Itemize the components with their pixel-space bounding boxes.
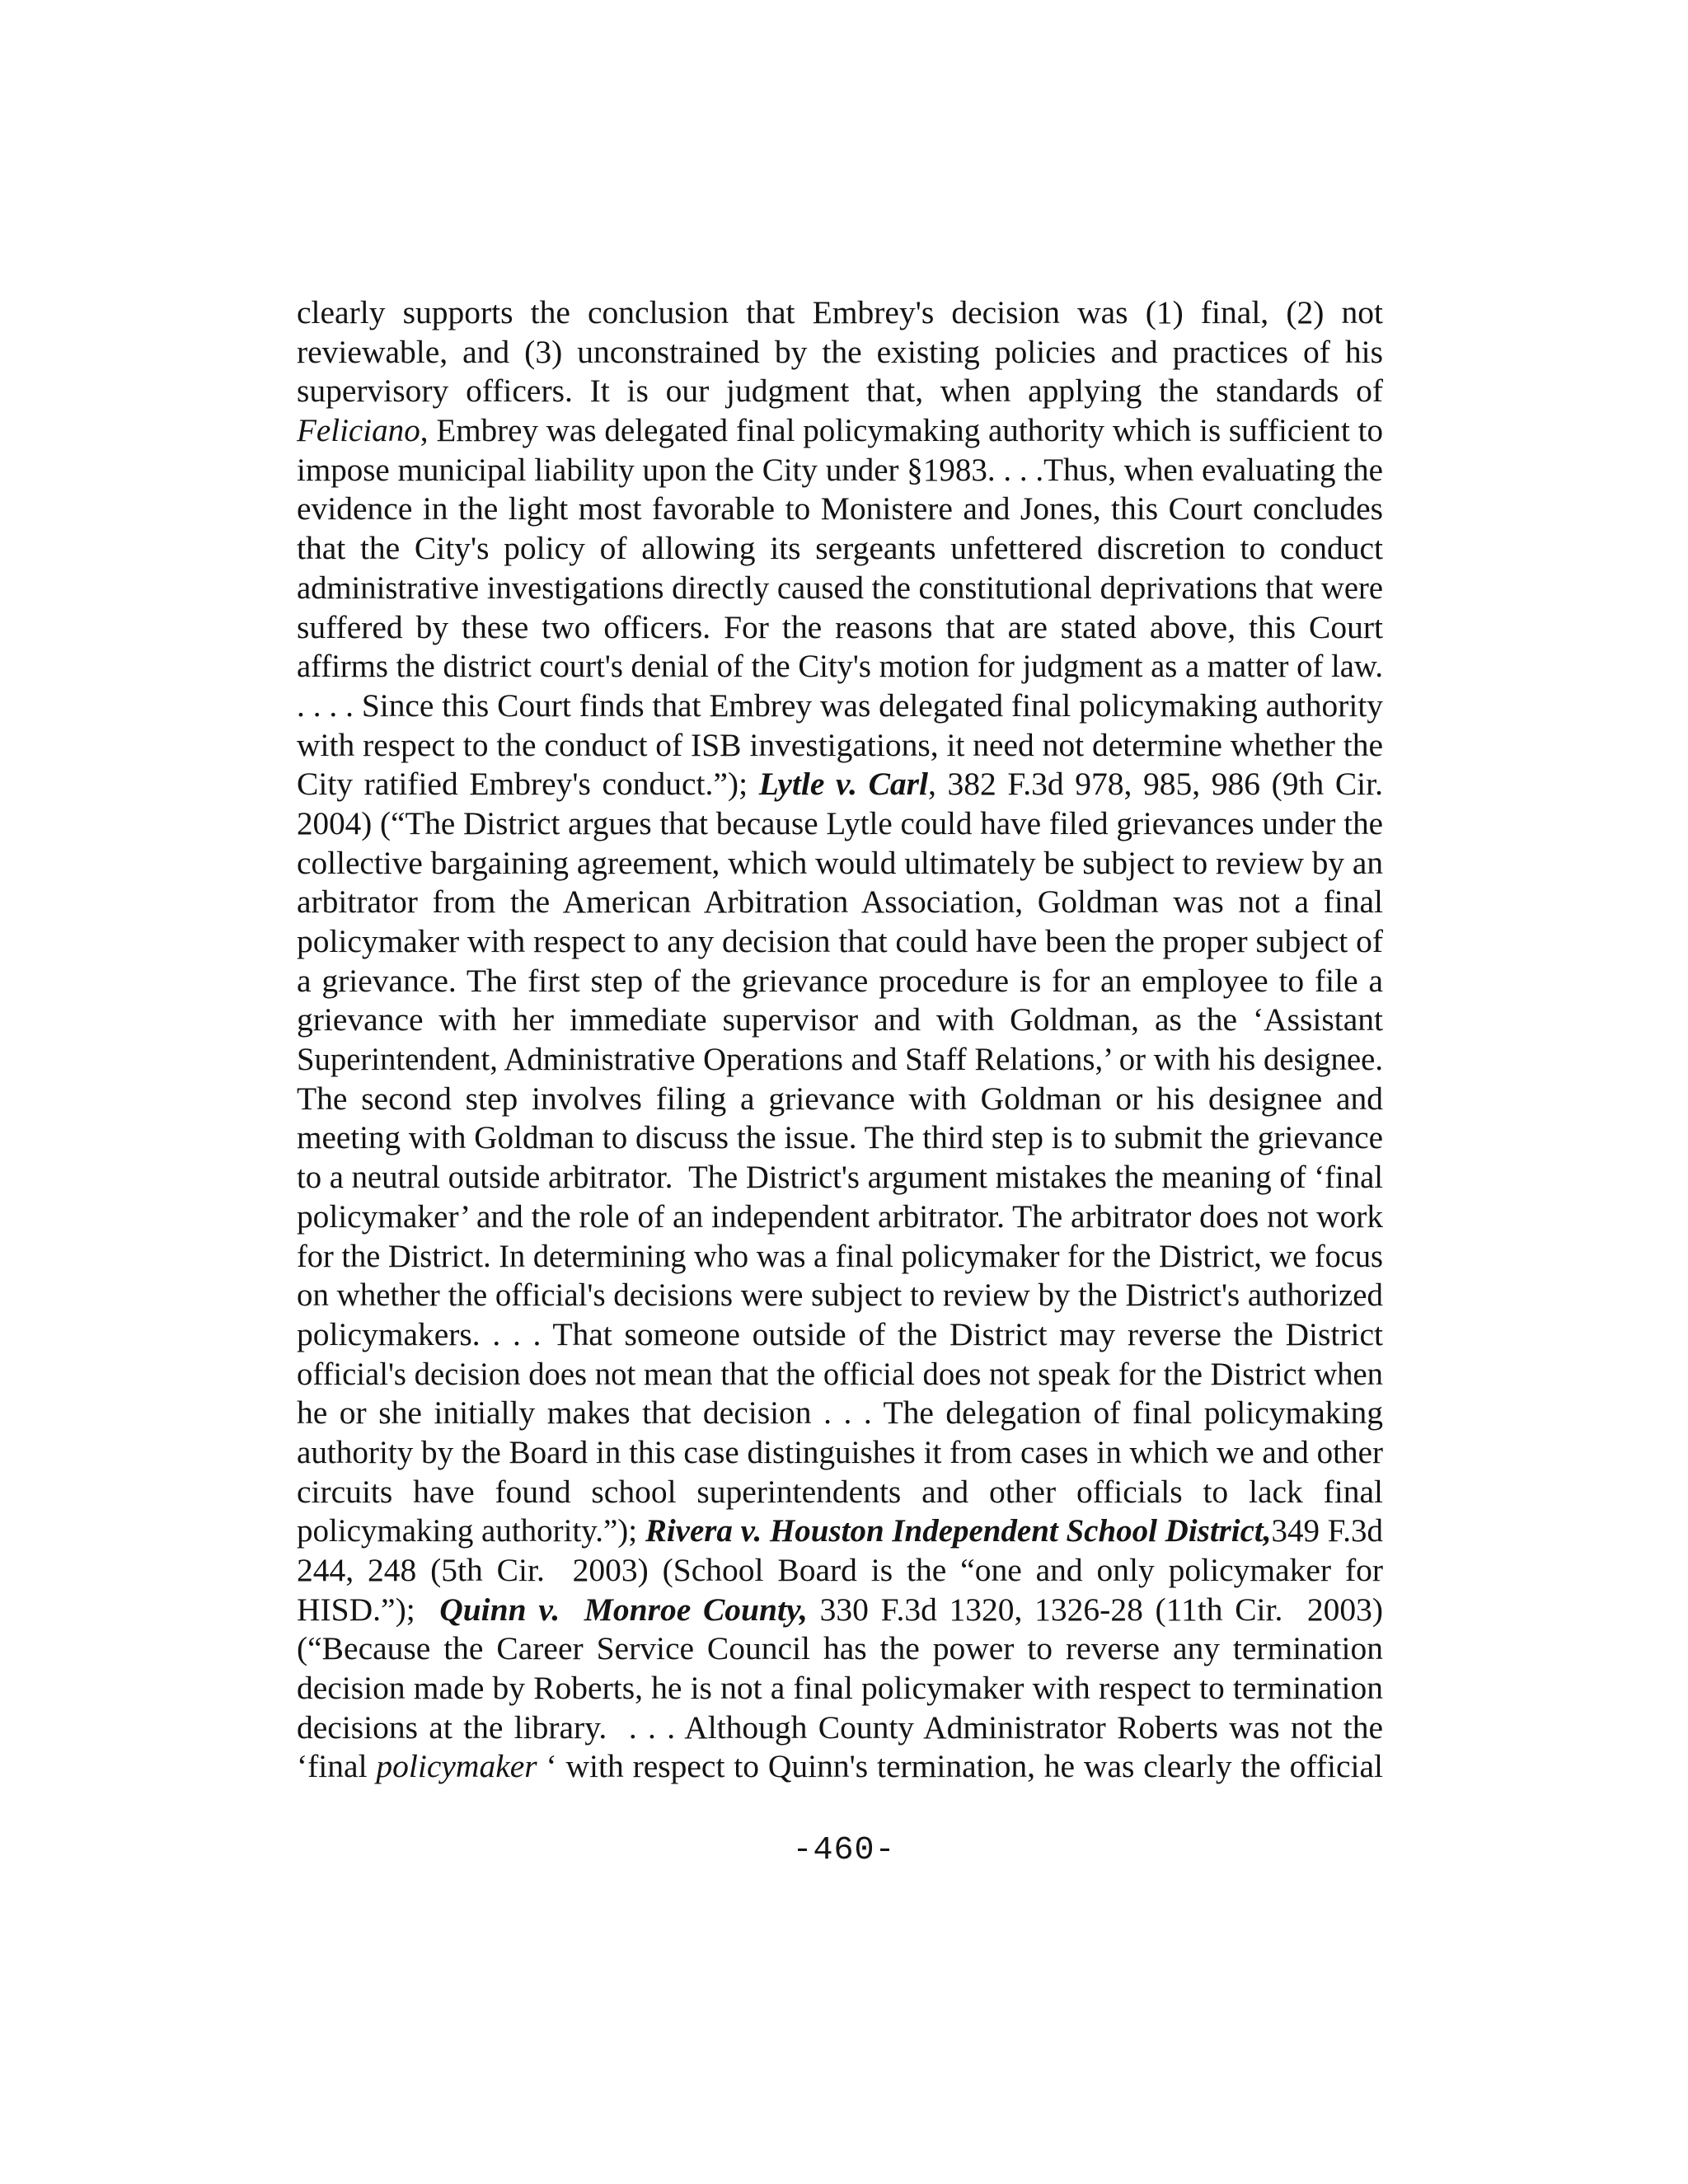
- text-segment: affirms the district court's denial of the City's motion for judgment as a matter of law.: [297, 648, 1383, 685]
- text-segment: . . . . Since this Court finds that Embrey was delegated final policymaking authority: [297, 687, 1383, 724]
- text-segment: supervisory officers. It is our judgment that, when applying the standards of: [297, 373, 1383, 410]
- text-line: [297, 962, 1383, 1001]
- text-segment: , Embrey was delegated final policymaking authority which is sufficient to: [420, 412, 1383, 449]
- text-segment: decisions at the library. . . . Although County Administrator Roberts was not the: [297, 1708, 1383, 1746]
- page-number: -460-: [792, 1832, 896, 1869]
- text-segment: policymaking authority.”);: [297, 1512, 645, 1549]
- text-line: [297, 529, 1383, 569]
- text-line: [297, 1355, 1383, 1394]
- case-citation: Quinn v. Monroe County,: [439, 1591, 808, 1628]
- text-segment: policymakers. . . . That someone outside of the District may reverse the District: [297, 1315, 1383, 1352]
- text-line: [297, 372, 1383, 411]
- text-segment: on whether the official's decisions were subject to review by the District's authorized: [297, 1277, 1383, 1314]
- text-segment: collective bargaining agreement, which would ultimately be subject to review by an: [297, 844, 1383, 881]
- text-segment: circuits have found school superintendents and other officials to lack final: [297, 1473, 1383, 1510]
- text-line: [297, 490, 1383, 529]
- text-segment: for the District. In determining who was a final policymaker for the District, we focus: [297, 1237, 1383, 1274]
- text-line: [297, 1276, 1383, 1315]
- text-segment: grievance with her immediate supervisor and with Goldman, as the ‘Assistant: [297, 1001, 1383, 1038]
- text-line: [297, 765, 1383, 804]
- text-line: [297, 1001, 1383, 1040]
- text-line: [297, 844, 1383, 883]
- text-line: [297, 411, 1383, 451]
- text-segment: evidence in the light most favorable to Monistere and Jones, this Court concludes: [297, 490, 1383, 527]
- text-line: [297, 1551, 1383, 1591]
- case-citation: Lytle v. Carl: [758, 766, 929, 803]
- text-segment: impose municipal liability upon the City under §1983. . . .Thus, when evaluating the: [297, 451, 1383, 488]
- text-segment: City ratified Embrey's conduct.”);: [297, 766, 759, 803]
- text-segment: a grievance. The first step of the grievance procedure is for an employee to file a: [297, 962, 1383, 999]
- text-line: [297, 1433, 1383, 1473]
- text-segment: to a neutral outside arbitrator. The District's argument mistakes the meaning of ‘final: [297, 1159, 1383, 1196]
- text-segment: HISD.”);: [297, 1591, 440, 1628]
- text-segment: 2004) (“The District argues that because Lytle could have filed grievances under the: [297, 804, 1383, 841]
- text-line: [297, 293, 1383, 333]
- text-line: [297, 1473, 1383, 1512]
- text-segment: arbitrator from the American Arbitration Association, Goldman was not a final: [297, 883, 1383, 921]
- text-segment: , 382 F.3d 978, 985, 986 (9th Cir.: [928, 766, 1383, 803]
- text-line: [297, 1040, 1383, 1080]
- text-line: [297, 333, 1383, 373]
- text-line: [297, 451, 1383, 490]
- text-segment: 349 F.3d: [1271, 1512, 1383, 1549]
- text-line: [297, 1158, 1383, 1197]
- body-text: [297, 293, 1383, 1787]
- text-line: [297, 1197, 1383, 1237]
- text-line: [297, 1511, 1383, 1551]
- text-segment: ‘final: [297, 1748, 377, 1785]
- text-line: [297, 1747, 1383, 1787]
- text-segment: ‘ with respect to Quinn's termination, he was clearly the official: [537, 1748, 1383, 1785]
- text-segment: (“Because the Career Service Council has the power to reverse any termination: [297, 1630, 1383, 1667]
- text-line: [297, 647, 1383, 687]
- text-line: [297, 804, 1383, 844]
- text-line: [297, 1118, 1383, 1158]
- text-segment: policymaker with respect to any decision that could have been the proper subject of: [297, 923, 1383, 959]
- text-line: [297, 687, 1383, 726]
- text-segment: official's decision does not mean that the official does not speak for the District when: [297, 1355, 1383, 1392]
- text-segment: reviewable, and (3) unconstrained by the existing policies and practices of his: [297, 333, 1383, 370]
- text-line: [297, 1591, 1383, 1630]
- text-segment: suffered by these two officers. For the reasons that are stated above, this Court: [297, 608, 1383, 645]
- text-line: [297, 726, 1383, 766]
- text-segment: authority by the Board in this case distinguishes it from cases in which we and other: [297, 1433, 1383, 1470]
- text-segment: clearly supports the conclusion that Embrey's decision was (1) final, (2) not: [297, 294, 1383, 330]
- text-segment: he or she initially makes that decision . . . The delegation of final policymaking: [297, 1394, 1383, 1432]
- text-segment: that the City's policy of allowing its sergeants unfettered discretion to conduct: [297, 530, 1383, 567]
- text-line: [297, 1394, 1383, 1433]
- text-line: [297, 1080, 1383, 1119]
- text-line: [297, 1708, 1383, 1748]
- text-line: [297, 569, 1383, 608]
- text-segment: 244, 248 (5th Cir. 2003) (School Board is the “one and only policymaker for: [297, 1552, 1383, 1588]
- text-line: [297, 1237, 1383, 1277]
- text-segment: with respect to the conduct of ISB investigations, it need not determine whether the: [297, 726, 1383, 763]
- text-line: [297, 883, 1383, 922]
- text-line: [297, 1315, 1383, 1355]
- text-segment: administrative investigations directly caused the constitutional deprivations that were: [297, 569, 1383, 606]
- text-segment: policymaker’ and the role of an independent arbitrator. The arbitrator does not work: [297, 1197, 1383, 1235]
- text-line: [297, 608, 1383, 648]
- text-line: [297, 1669, 1383, 1708]
- case-citation: Rivera v. Houston Independent School District,: [645, 1512, 1272, 1549]
- italic-text: policymaker: [376, 1748, 537, 1785]
- text-segment: meeting with Goldman to discuss the issue. The third step is to submit the grievance: [297, 1119, 1383, 1156]
- text-line: [297, 1629, 1383, 1669]
- text-segment: The second step involves filing a grievance with Goldman or his designee and: [297, 1080, 1383, 1117]
- text-segment: decision made by Roberts, he is not a final policymaker with respect to termination: [297, 1670, 1383, 1707]
- text-line: [297, 922, 1383, 962]
- italic-text: Feliciano: [297, 412, 420, 449]
- text-segment: Superintendent, Administrative Operations and Staff Relations,’ or with his designee.: [297, 1041, 1383, 1078]
- text-segment: 330 F.3d 1320, 1326-28 (11th Cir. 2003): [807, 1591, 1383, 1628]
